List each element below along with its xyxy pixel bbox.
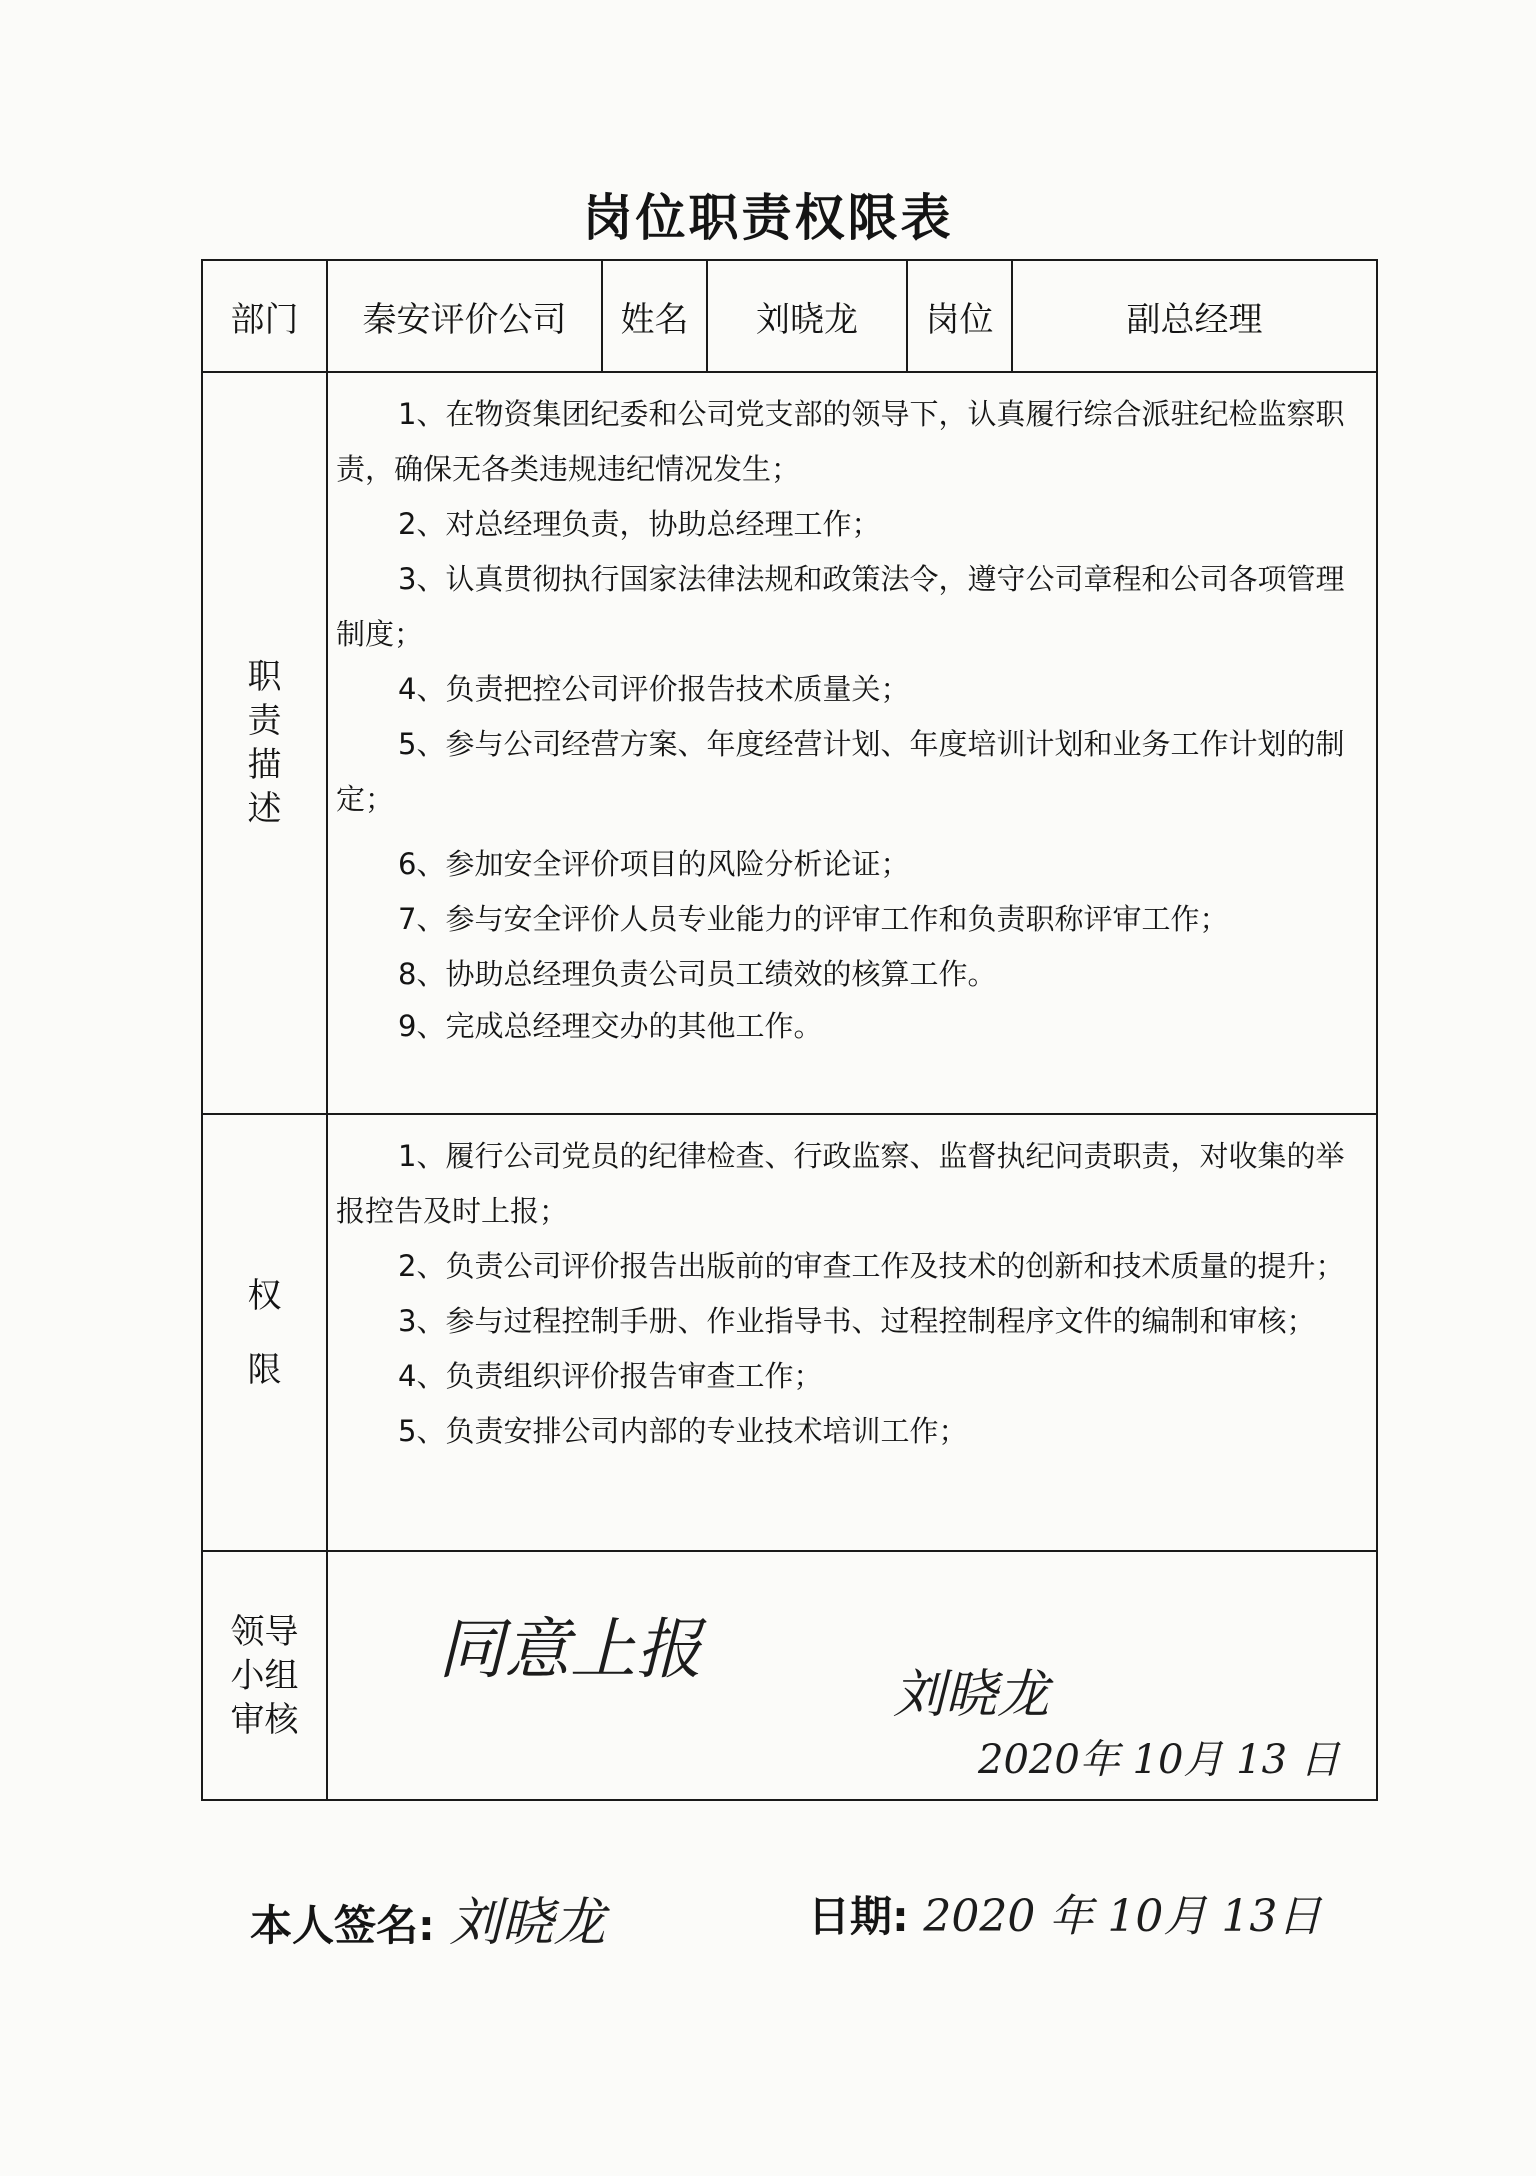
duty-item: 6、参加安全评价项目的风险分析论证； — [398, 847, 910, 881]
duty-item: 2、对总经理负责，协助总经理工作； — [398, 507, 881, 541]
page-title: 岗位职责权限表 — [582, 188, 954, 247]
duty-item: 7、参与安全评价人员专业能力的评审工作和负责职称评审工作； — [398, 902, 1229, 936]
self-signature: 刘晓龙 — [449, 1893, 606, 1953]
self-sign-label: 本人签名: — [250, 1901, 435, 1950]
review-date: 2020年 10月 13 日 — [978, 1737, 1340, 1783]
authority-item: 5、负责安排公司内部的专业技术培训工作； — [398, 1414, 968, 1448]
duty-item: 4、负责把控公司评价报告技术质量关； — [398, 672, 910, 706]
authority-row — [202, 1114, 1377, 1551]
authority-item: 3、参与过程控制手册、作业指导书、过程控制程序文件的编制和审核； — [398, 1304, 1316, 1338]
duty-item: 1、在物资集团纪委和公司党支部的领导下，认真履行综合派驻纪检监察职责，确保无各类违规违纪情况发生； — [336, 397, 1345, 486]
review-signature: 刘晓龙 — [893, 1665, 1050, 1725]
duty-authority-table — [201, 259, 1378, 1801]
date-value: 2020 年 10月 13日 — [923, 1891, 1322, 1942]
header-row — [202, 260, 1377, 372]
duty-item: 8、协助总经理负责公司员工绩效的核算工作。 — [398, 957, 997, 991]
dept-label: 部门 — [202, 260, 327, 372]
authority-label: 权 限 — [202, 1114, 327, 1551]
authority-content — [327, 1114, 1377, 1551]
authority-item: 1、履行公司党员的纪律检查、行政监察、监督执纪问责职责，对收集的举报控告及时上报； — [336, 1139, 1345, 1228]
review-content — [327, 1551, 1377, 1800]
duty-item: 3、认真贯彻执行国家法律法规和政策法令，遵守公司章程和公司各项管理制度； — [336, 562, 1345, 651]
duties-content — [327, 372, 1377, 1114]
duty-item: 9、完成总经理交办的其他工作。 — [398, 1009, 823, 1043]
review-row — [202, 1551, 1377, 1800]
name-value: 刘晓龙 — [707, 260, 907, 372]
authority-item: 4、负责组织评价报告审查工作； — [398, 1359, 823, 1393]
review-label: 领导 小组 审核 — [202, 1551, 327, 1800]
review-comment: 同意上报 — [438, 1611, 702, 1688]
duties-row — [202, 372, 1377, 1114]
post-label: 岗位 — [907, 260, 1012, 372]
date-label: 日期: — [808, 1892, 909, 1941]
self-signature-block — [250, 1880, 605, 1955]
authority-item: 2、负责公司评价报告出版前的审查工作及技术的创新和技术质量的提升； — [398, 1249, 1345, 1283]
date-block — [808, 1880, 1321, 1944]
name-label: 姓名 — [602, 260, 707, 372]
dept-value: 秦安评价公司 — [327, 260, 602, 372]
post-value: 副总经理 — [1012, 260, 1377, 372]
duty-item: 5、参与公司经营方案、年度经营计划、年度培训计划和业务工作计划的制定； — [336, 727, 1345, 816]
duties-label: 职 责 描 述 — [202, 372, 327, 1114]
